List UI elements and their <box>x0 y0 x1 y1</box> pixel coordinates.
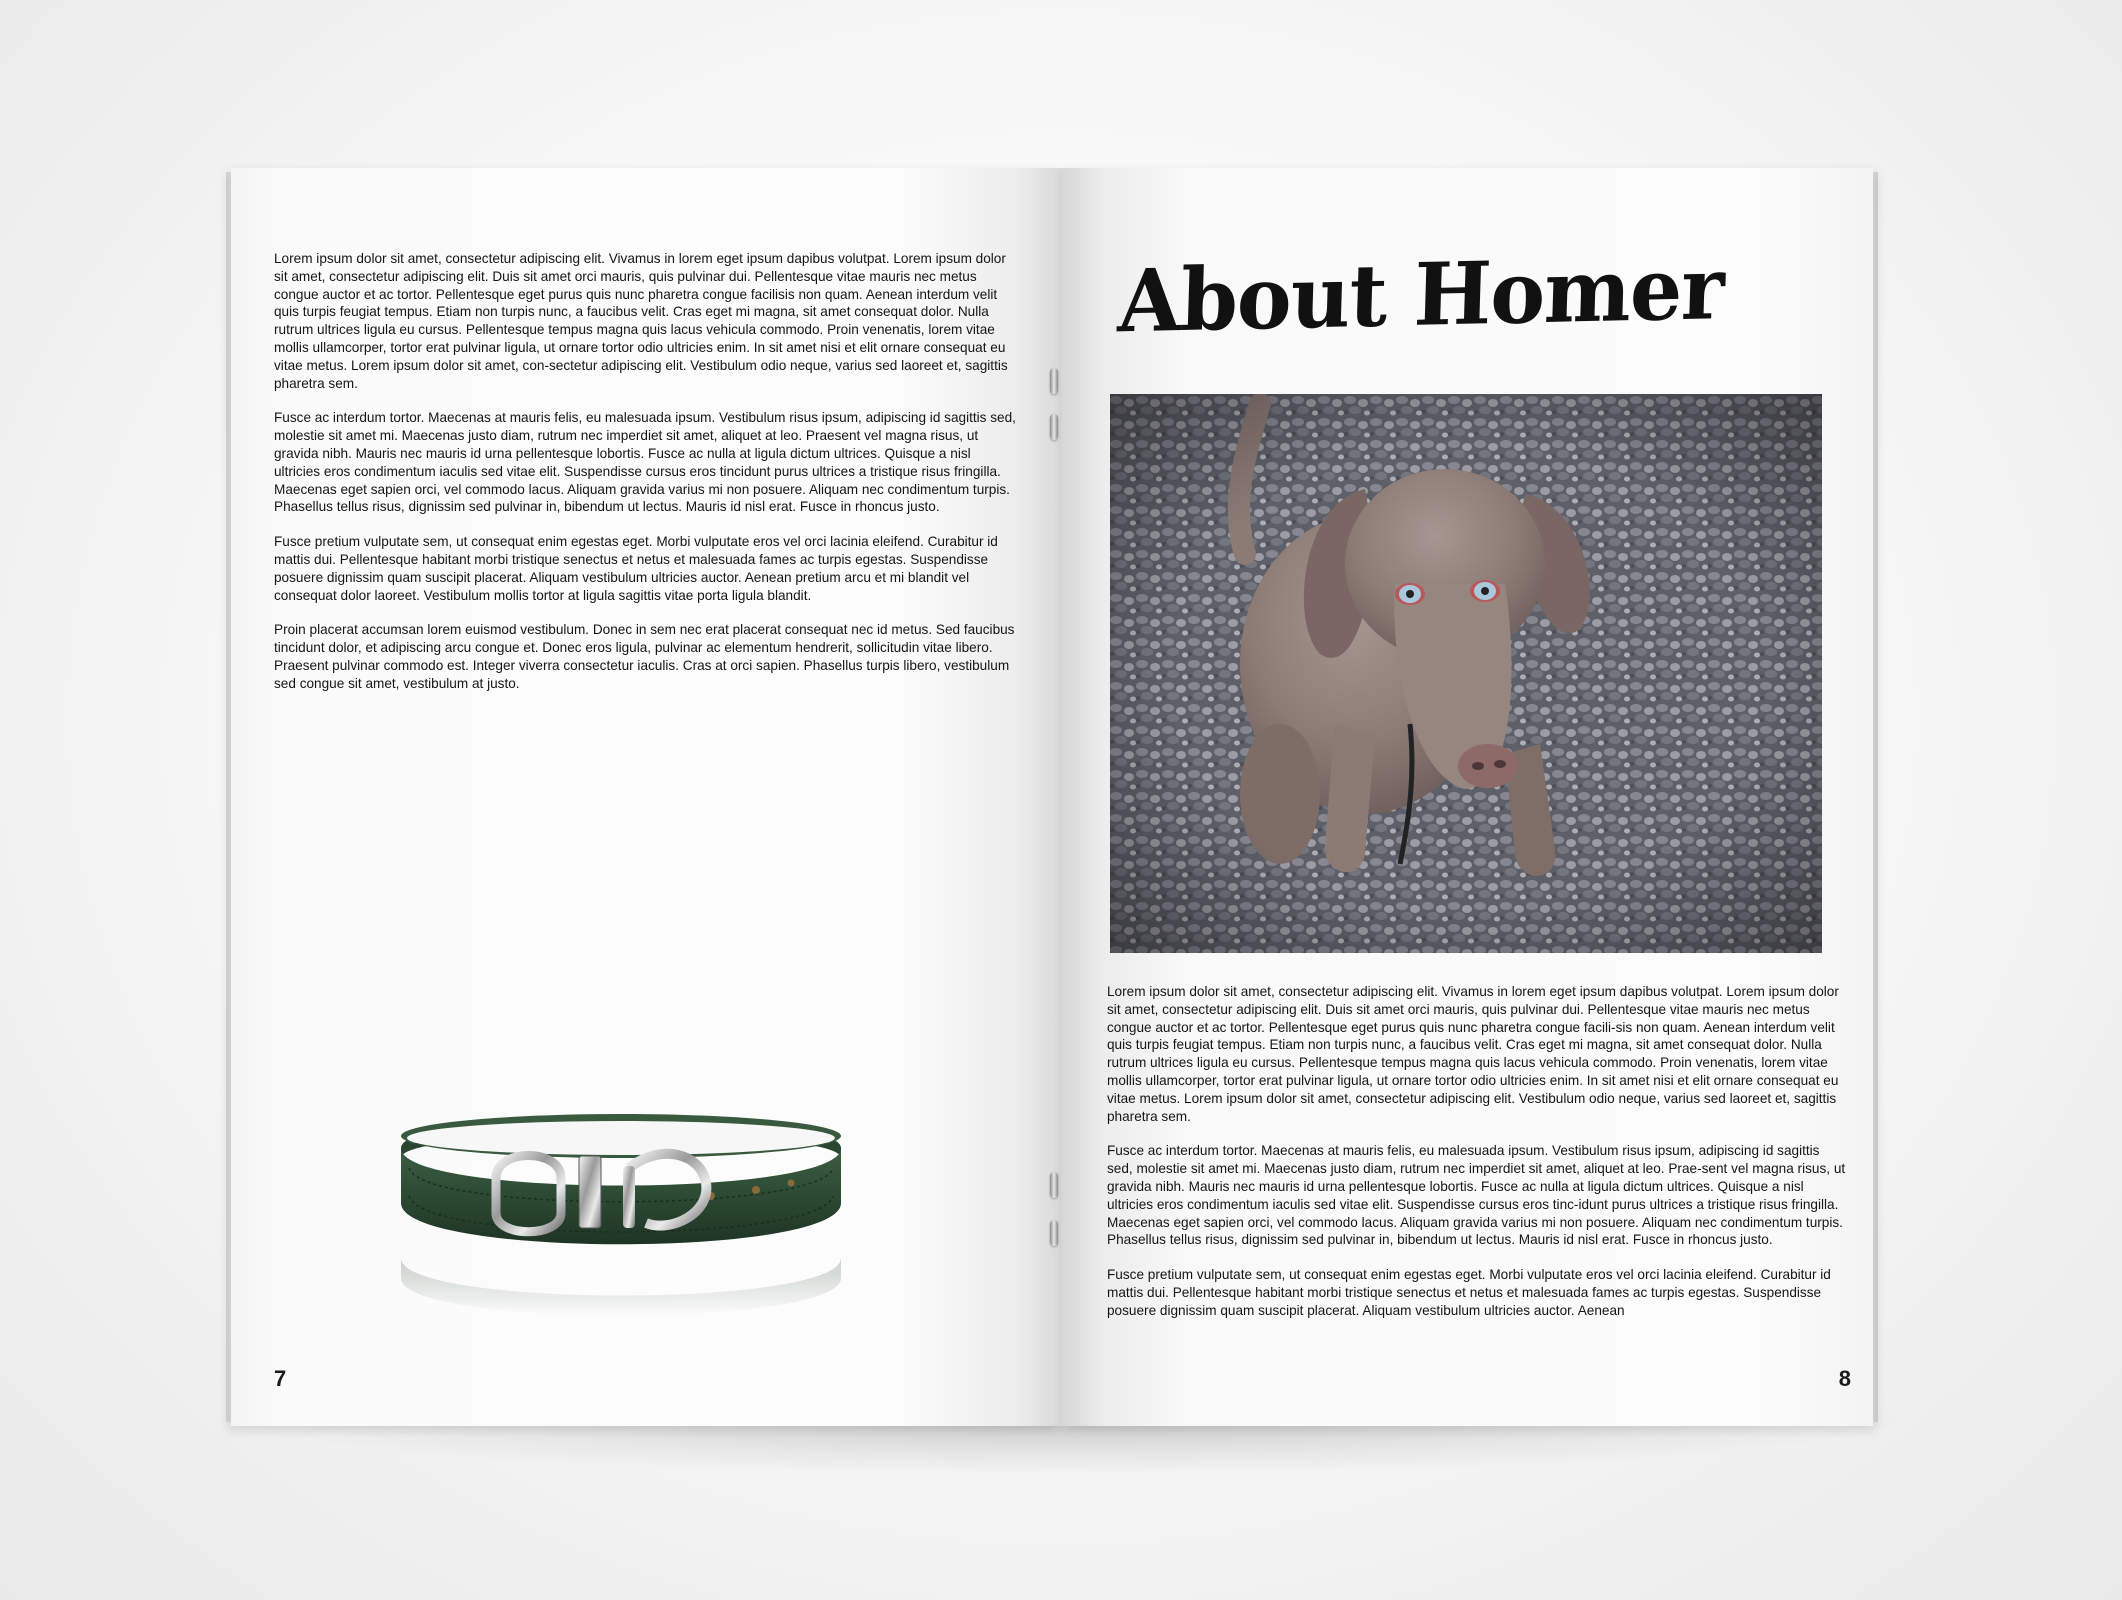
staple-icon <box>1050 414 1058 440</box>
right-paragraph-3: Fusce pretium vulputate sem, ut consequat enim egestas eget. Morbi vulputate eros vel orci lacinia eleifend. Curabitur id mattis dui. Pellentesque habitant morbi tristique senectus et netus et malesuada fames ac turpis egestas. Suspendisse posuere dignissim quam suscipit placerat. Aliquam vestibulum ultricies auctor. Aenean <box>1107 1267 1831 1318</box>
left-paragraph-3: Fusce pretium vulputate sem, ut consequat enim egestas eget. Morbi vulputate eros vel orci lacinia eleifend. Curabitur id mattis dui. Pellentesque habitant morbi tristique senectus et netus et malesuada fames ac turpis egestas. Suspendisse posuere dignissim quam suscipit placerat. Aliquam vestibulum ultricies auctor. Aenean pretium arcu et mi blandit vel consequat dolor laoreet. Vestibulum mollis tortor at ligula sagittis vitae porta ligula blandit. <box>274 534 998 603</box>
page-headline: About Homer <box>1116 238 1726 353</box>
left-paragraph-1: Lorem ipsum dolor sit amet, consectetur adipiscing elit. Vivamus in lorem eget ipsum dapibus volutpat. Lorem ipsum dolor sit amet, consectetur adipiscing elit. Duis sit amet orci mauris, quis pulvinar dui. Pellentesque vitae mauris nec metus congue auctor et ac tortor. Pellentesque eget purus quis nunc pharetra congue facilisis non quam. Aenean interdum velit quis turpis feugiat tempus. Etiam non turpis nunc, a faucibus velit. Cras eget mi magna, sit amet consequat dolor. Nulla rutrum ultrices ligula eu cursus. Pellentesque tempus magna quis lacus vehicula commodo. Proin venenatis, lorem vitae mollis ullamcorper, tortor erat pulvinar ligula, ut ornare tortor odio ultricies enim. In sit amet nisi et elit ornare consequat eu vitae metus. Lorem ipsum dolor sit amet, con-sectetur adipiscing elit. Vestibulum odio neque, varius sed laoreet et, sagittis pharetra sem. <box>274 251 1008 391</box>
staple-icon <box>1050 1220 1058 1246</box>
leather-collar-icon <box>361 1008 891 1338</box>
dog-photo <box>1110 394 1822 953</box>
collar-photo <box>361 1008 891 1338</box>
right-paragraph-1: Lorem ipsum dolor sit amet, consectetur adipiscing elit. Vivamus in lorem eget ipsum dapibus volutpat. Lorem ipsum dolor sit amet, consectetur adipiscing elit. Duis sit amet orci mauris, quis pulvinar dui. Pellentesque vitae mauris nec metus congue auctor et ac tortor. Pellentesque eget purus quis nunc pharetra congue facili-sis non quam. Aenean interdum velit quis turpis feugiat tempus. Etiam non turpis nunc, a faucibus velit. Cras eget mi magna, sit amet consequat dolor. Nulla rutrum ultrices ligula eu cursus. Pellentesque tempus magna quis lacus vehicula commodo. Proin venenatis, lorem vitae mollis ullamcorper, tortor erat pulvinar ligula, ut ornare tortor odio ultricies enim. In sit amet nisi et elit ornare consequat eu vitae metus. Lorem ipsum dolor sit amet, consectetur adipiscing elit. Vestibulum odio neque, varius sed laoreet et, sagittis pharetra sem. <box>1107 984 1839 1124</box>
left-paragraph-2: Fusce ac interdum tortor. Maecenas at mauris felis, eu malesuada ipsum. Vestibulum risus ipsum, adipiscing id sagittis sed, molestie sit amet mi. Maecenas justo diam, rutrum nec imperdiet sit amet, aliquet at leo. Praesent vel magna risus, ut gravida nibh. Mauris nec mauris id urna pellentesque lobortis. Fusce ac nulla at ligula dictum ultrices. Quisque a nisl ultricies eros condimentum iaculis sed vitae elit. Suspendisse cursus eros tincidunt purus ultrices a tristique risus fringilla. Maecenas eget sapien orci, vel commodo lacus. Aliquam gravida varius mi non posuere. Aliquam nec condimentum turpis. Phasellus tellus risus, dignissim sed pulvinar in, bibendum ut lectus. Mauris id nisl erat. Fusce in rhoncus justo. <box>274 410 1016 515</box>
weimaraner-puppy-icon <box>1110 394 1822 953</box>
page-number-left: 7 <box>274 1366 287 1391</box>
right-paragraph-2: Fusce ac interdum tortor. Maecenas at mauris felis, eu malesuada ipsum. Vestibulum risus ipsum, adipiscing id sagittis sed, molestie sit amet mi. Maecenas justo diam, rutrum nec imperdiet sit amet, aliquet at leo. Prae-sent vel magna risus, ut gravida nibh. Mauris nec mauris id urna pellentesque lobortis. Fusce ac nulla at ligula dictum ultrices. Quisque a nisl ultricies eros condimentum iaculis sed vitae elit. Suspendisse cursus eros tinc-idunt purus ultrices a tristique risus fringilla. Maecenas eget sapien orci, vel commodo lacus. Aliquam gravida varius mi non posuere. Aliquam nec condimentum turpis. Phasellus tellus risus, dignissim sed pulvinar in, bibendum ut lectus. Mauris id nisl erat. Fusce in rhoncus justo. <box>1107 1143 1846 1248</box>
left-page-body <box>274 250 1019 710</box>
page-number-right: 8 <box>1838 1366 1851 1391</box>
staple-icon <box>1050 1172 1058 1198</box>
left-page <box>231 168 1061 1426</box>
left-paragraph-4: Proin placerat accumsan lorem euismod vestibulum. Donec in sem nec erat placerat consequat nec id metus. Sed faucibus tincidunt dolor, et adipiscing arcu congue et. Donec eros ligula, pulvinar ac elementum hendrerit, sollicitudin vitae libero. Praesent pulvinar commodo est. Integer viverra consectetur iaculis. Cras at orci sapien. Phasellus turpis libero, vestibulum sed congue sit amet, vestibulum at justo. <box>274 622 1015 691</box>
right-page-body <box>1107 983 1847 1337</box>
staple-icon <box>1050 368 1058 394</box>
right-page <box>1061 168 1873 1426</box>
